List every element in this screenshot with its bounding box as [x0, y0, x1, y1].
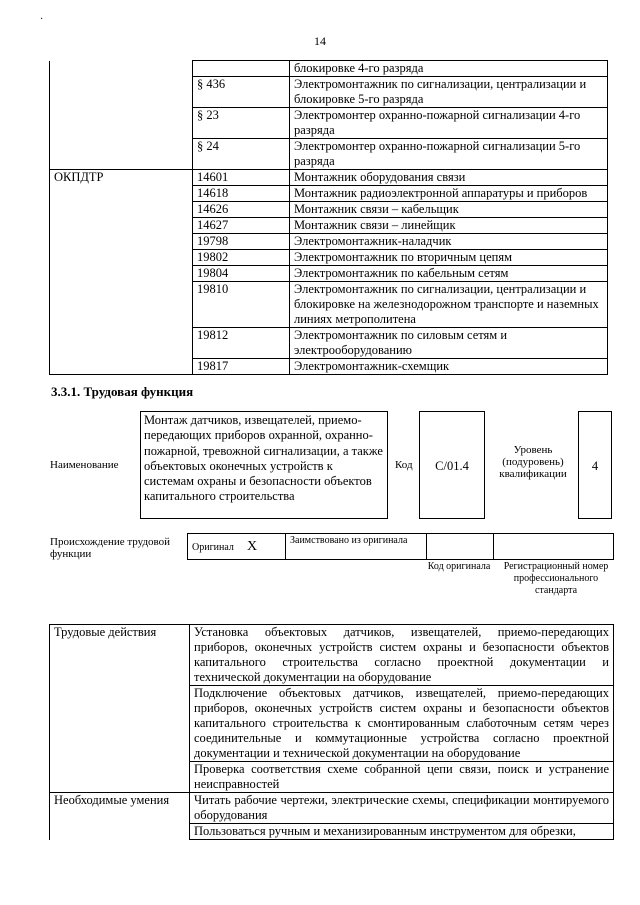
- codes-name-cell: Монтажник связи – кабельщик: [290, 202, 608, 218]
- details-label-cell: [50, 686, 190, 762]
- codes-code-cell: 14618: [193, 186, 290, 202]
- codes-code-cell: § 23: [193, 108, 290, 139]
- codes-classifier-cell: [50, 77, 193, 108]
- borrowed-label: Заимствовано из оригинала: [290, 535, 408, 546]
- codes-name-cell: блокировке 4-го разряда: [290, 61, 608, 77]
- origin-table: [187, 533, 614, 560]
- codes-row: [50, 328, 608, 359]
- codes-name-cell: Электромонтажник-наладчик: [290, 234, 608, 250]
- function-code-value: C/01.4: [419, 411, 485, 519]
- details-row: [50, 793, 614, 824]
- codes-code-cell: 19817: [193, 359, 290, 375]
- code-original-caption: Код оригинала: [427, 561, 491, 572]
- codes-classifier-cell: [50, 359, 193, 375]
- codes-row: [50, 202, 608, 218]
- codes-name-cell: Электромонтер охранно-пожарной сигнализации 5-го разряда: [290, 139, 608, 170]
- codes-classifier-cell: [50, 108, 193, 139]
- codes-row: [50, 61, 608, 77]
- codes-classifier-cell: [50, 186, 193, 202]
- codes-code-cell: § 436: [193, 77, 290, 108]
- details-row: [50, 686, 614, 762]
- codes-code-cell: [193, 61, 290, 77]
- details-item-cell: Пользоваться ручным и механизированным инструментом для обрезки,: [190, 824, 614, 840]
- codes-classifier-cell: [50, 202, 193, 218]
- codes-table: [49, 60, 608, 375]
- codes-code-cell: 19804: [193, 266, 290, 282]
- codes-code-cell: § 24: [193, 139, 290, 170]
- codes-row: [50, 170, 608, 186]
- details-item-cell: Проверка соответствия схеме собранной цепи связи, поиск и устранение неисправностей: [190, 762, 614, 793]
- codes-code-cell: 14626: [193, 202, 290, 218]
- codes-name-cell: Электромонтажник по силовым сетям и электрооборудованию: [290, 328, 608, 359]
- details-item-cell: Читать рабочие чертежи, электрические схемы, спецификации монтируемого оборудования: [190, 793, 614, 824]
- reg-number-caption: Регистрационный номер профессионального стандарта: [503, 561, 609, 596]
- scan-mark: ·: [40, 14, 44, 25]
- codes-row: [50, 218, 608, 234]
- function-name-value: Монтаж датчиков, извещателей, приемо-передающих приборов охранной, охранно-пожарной, тревожной сигнализации, а также объектовых оконечных устройств к системам охраны и безопасности объектов капитального строительства: [140, 411, 388, 519]
- codes-row: [50, 266, 608, 282]
- codes-classifier-cell: [50, 234, 193, 250]
- code-original-cell: [427, 534, 494, 560]
- details-item-cell: Установка объектовых датчиков, извещателей, приемо-передающих приборов, оконечных устройств систем охраны и безопасности объектов капитального строительства согласно проектной документации и технической документации на оборудование: [190, 625, 614, 686]
- codes-classifier-cell: [50, 61, 193, 77]
- codes-code-cell: 19802: [193, 250, 290, 266]
- codes-row: [50, 77, 608, 108]
- codes-row: [50, 282, 608, 328]
- codes-code-cell: 19810: [193, 282, 290, 328]
- details-table: [49, 624, 614, 840]
- codes-name-cell: Электромонтажник по сигнализации, централизации и блокировке 5-го разряда: [290, 77, 608, 108]
- section-heading: 3.3.1. Трудовая функция: [51, 384, 194, 399]
- level-value: 4: [578, 411, 612, 519]
- codes-name-cell: Электромонтер охранно-пожарной сигнализации 4-го разряда: [290, 108, 608, 139]
- codes-classifier-cell: [50, 139, 193, 170]
- codes-classifier-cell: [50, 282, 193, 328]
- reg-number-cell: [494, 534, 614, 560]
- original-cell: [188, 534, 286, 560]
- codes-classifier-cell: [50, 250, 193, 266]
- codes-name-cell: Электромонтажник-схемщик: [290, 359, 608, 375]
- codes-name-cell: Электромонтажник по сигнализации, централизации и блокировке на железнодорожном транспорте и наземных линиях метрополитена: [290, 282, 608, 328]
- origin-label: Происхождение трудовой функции: [50, 536, 171, 560]
- codes-name-cell: Монтажник радиоэлектронной аппаратуры и приборов: [290, 186, 608, 202]
- details-label-cell: [50, 762, 190, 793]
- details-label-cell: [50, 824, 190, 840]
- code-label: Код: [395, 459, 413, 471]
- codes-code-cell: 19812: [193, 328, 290, 359]
- details-item-cell: Подключение объектовых датчиков, извещателей, приемо-передающих приборов, оконечных устройств систем охраны и безопасности объектов капитального строительства к смонтированным слаботочным сетям через соединительные и коммутационные устройства согласно проектной документации и технической документации на оборудование: [190, 686, 614, 762]
- name-label: Наименование: [50, 459, 119, 471]
- codes-classifier-cell: [50, 328, 193, 359]
- page-number: 14: [314, 34, 326, 48]
- details-label-cell: Необходимые умения: [50, 793, 190, 824]
- codes-classifier-cell: [50, 218, 193, 234]
- codes-name-cell: Электромонтажник по кабельным сетям: [290, 266, 608, 282]
- original-label: Оригинал: [192, 542, 234, 553]
- level-label: Уровень (подуровень) квалификации: [499, 444, 567, 480]
- codes-row: [50, 108, 608, 139]
- codes-classifier-cell: ОКПДТР: [50, 170, 193, 186]
- codes-row: [50, 234, 608, 250]
- details-row: [50, 625, 614, 686]
- codes-name-cell: Монтажник связи – линейщик: [290, 218, 608, 234]
- details-row: [50, 762, 614, 793]
- codes-row: [50, 359, 608, 375]
- codes-row: [50, 139, 608, 170]
- details-label-cell: Трудовые действия: [50, 625, 190, 686]
- codes-name-cell: Электромонтажник по вторичным цепям: [290, 250, 608, 266]
- codes-name-cell: Монтажник оборудования связи: [290, 170, 608, 186]
- borrowed-cell: [286, 534, 427, 560]
- codes-row: [50, 186, 608, 202]
- codes-classifier-cell: [50, 266, 193, 282]
- details-row: [50, 824, 614, 840]
- codes-code-cell: 19798: [193, 234, 290, 250]
- codes-row: [50, 250, 608, 266]
- codes-code-cell: 14601: [193, 170, 290, 186]
- original-mark: X: [247, 539, 258, 554]
- codes-code-cell: 14627: [193, 218, 290, 234]
